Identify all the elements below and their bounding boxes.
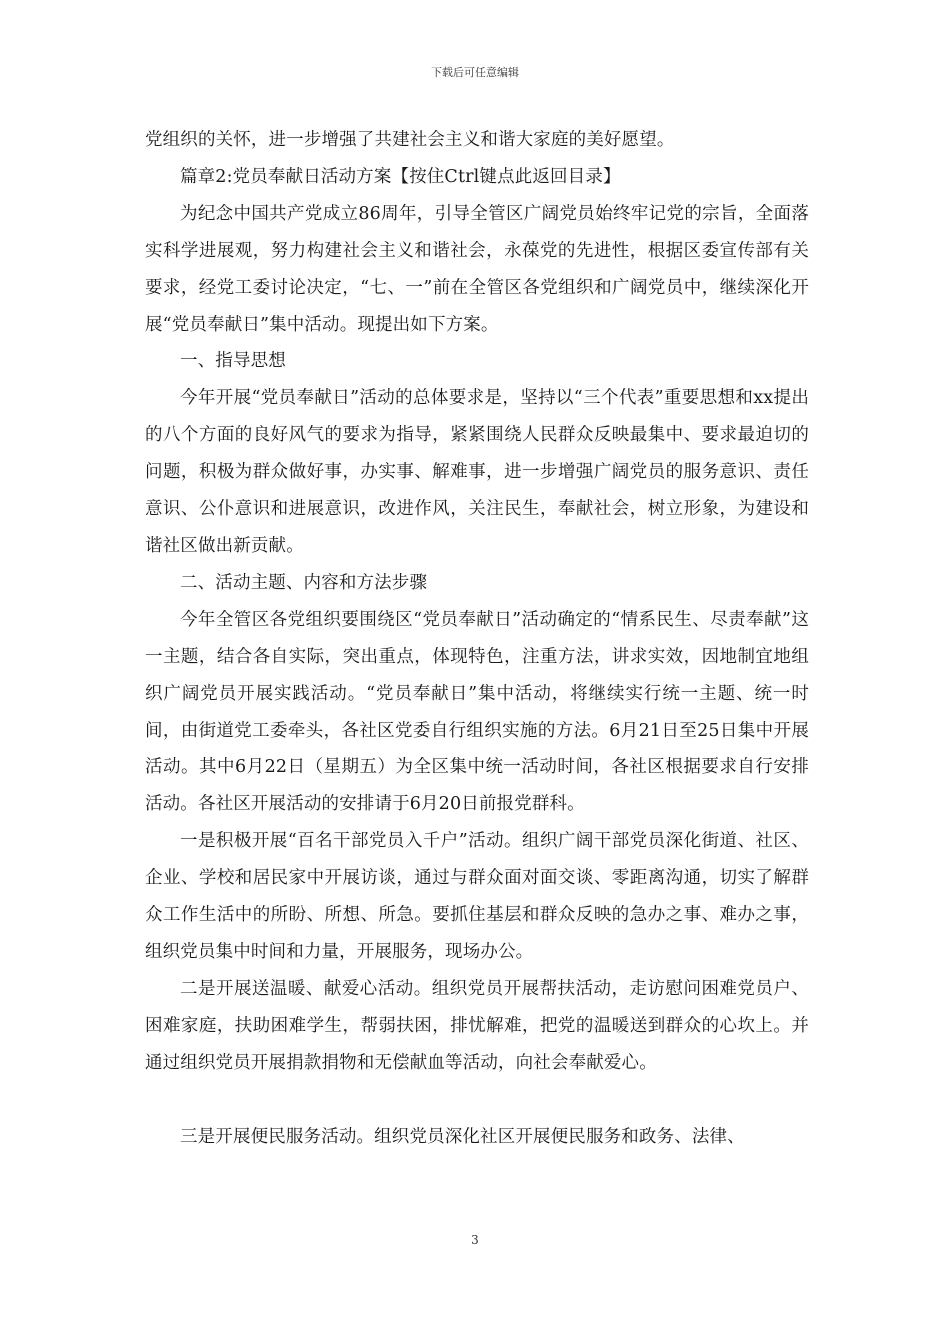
section-heading-guiding-thought: 一、指导思想 [180, 351, 286, 372]
page-header: 下载后可任意编辑 [431, 66, 519, 79]
paragraph-item-one: 一是积极开展“百名干部党员入千户”活动。组织广阔干部党员深化街道、社区、企业、学校和居民家中开展访谈，通过与群众面对面交谈、零距离沟通，切实了解群众工作生活中的所盼、所想、所急。要抓住基层和群众反映的急办之事、难办之事，组织党员集中时间和力量，开展服务，现场办公。 [145, 831, 809, 962]
paragraph-intro: 为纪念中国共产党成立86周年，引导全管区广阔党员始终牢记党的宗旨，全面落实科学进展观，努力构建社会主义和谐社会，永葆党的先进性，根据区委宣传部有关要求，经党工委讨论决定，“七、一”前在全管区各党组织和广阔党员中，继续深化开展“党员奉献日”集中活动。现提出如下方案。 [145, 203, 809, 335]
paragraph-item-two: 二是开展送温暖、献爱心活动。组织党员开展帮扶活动，走访慰问困难党员户、困难家庭，扶助困难学生，帮弱扶困，排忧解难，把党的温暖送到群众的心坎上。并通过组织党员开展捐款捐物和无偿献血等活动，向社会奉献爱心。 [145, 978, 809, 1073]
section-heading-activity-theme: 二、活动主题、内容和方法步骤 [180, 572, 428, 593]
paragraph-continuation: 党组织的关怀，进一步增强了共建社会主义和谐大家庭的美好愿望。 [145, 130, 675, 150]
paragraph-item-three: 三是开展便民服务活动。组织党员深化社区开展便民服务和政务、法律、 [180, 1126, 745, 1147]
paragraph-general-requirements: 今年开展“党员奉献日”活动的总体要求是，坚持以“三个代表”重要思想和xx提出的八个方面的良好风气的要求为指导，紧紧围绕人民群众反映最集中、要求最迫切的问题，积极为群众做好事，办实事、解难事，进一步增强广阔党员的服务意识、责任意识、公仆意识和进展意识，改进作风，关注民生，奉献社会，树立形象，为建设和谐社区做出新贡献。 [145, 388, 809, 556]
document-body [145, 122, 809, 1155]
chapter-heading-link[interactable]: 篇章2:党员奉献日活动方案【按住Ctrl键点此返回目录】 [180, 166, 621, 187]
page-number: 3 [471, 1233, 479, 1247]
paragraph-activity-theme: 今年全管区各党组织要围绕区“党员奉献日”活动确定的“情系民生、尽责奉献”这一主题，结合各自实际，突出重点，体现特色，注重方法，讲求实效，因地制宜地组织广阔党员开展实践活动。“党员奉献日”集中活动，将继续实行统一主题、统一时间，由街道党工委牵头，各社区党委自行组织实施的方法。6月21日至25日集中开展活动。其中6月22日（星期五）为全区集中统一活动时间，各社区根据要求自行安排活动。各社区开展活动的安排请于6月20日前报党群科。 [145, 609, 809, 815]
